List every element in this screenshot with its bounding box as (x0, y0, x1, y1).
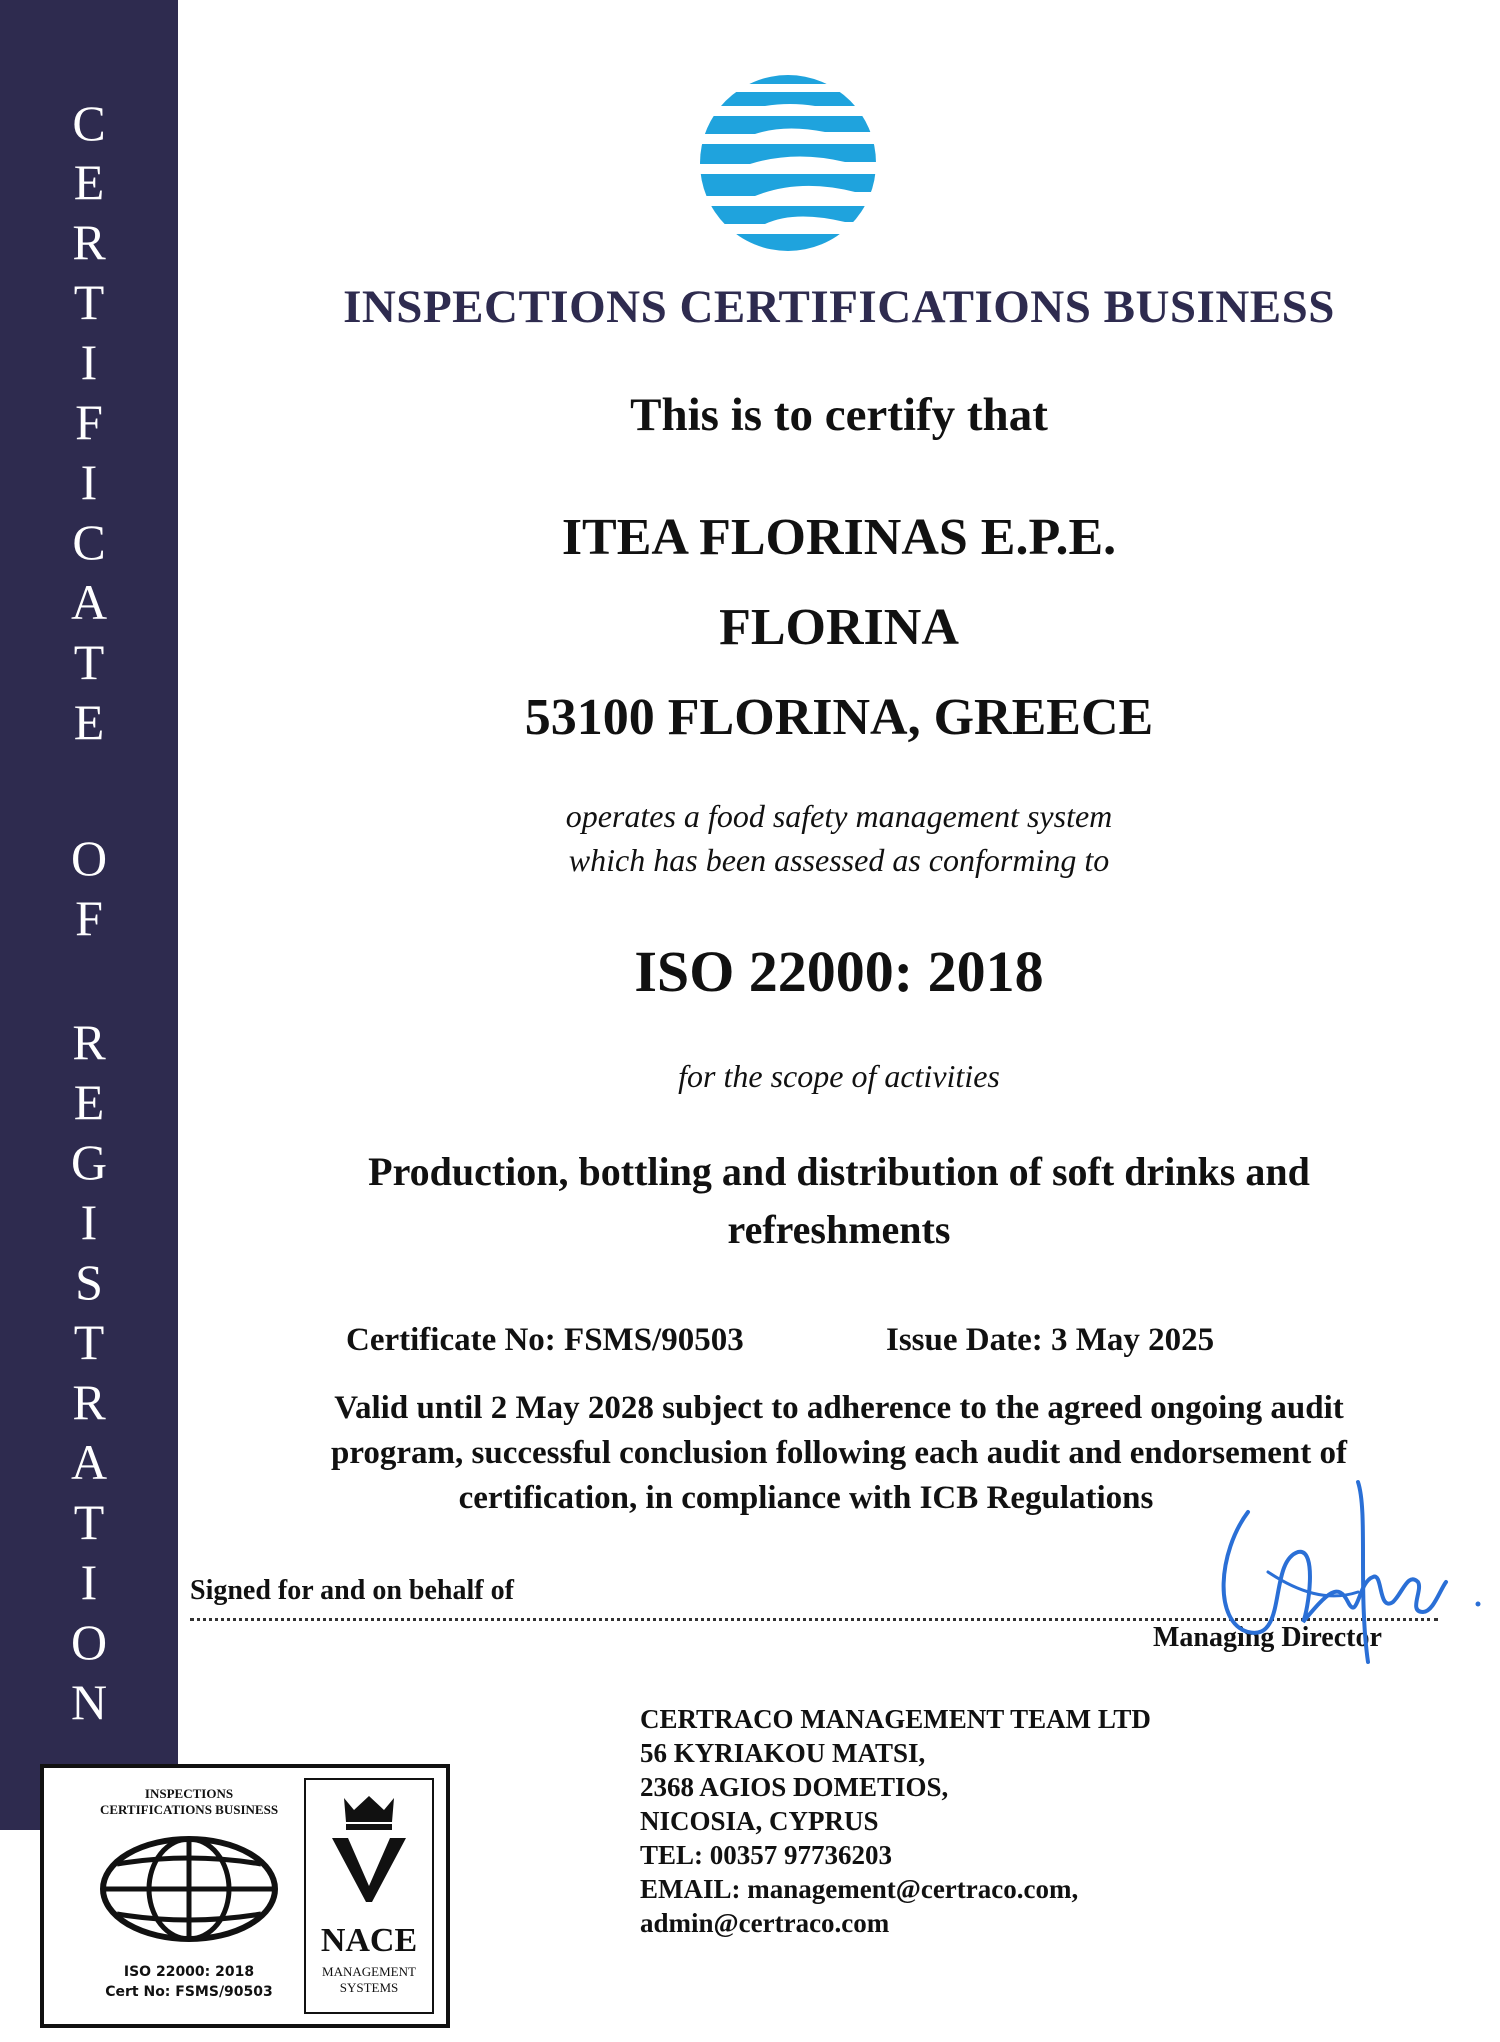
sidebar-letter: O (70, 830, 108, 886)
sidebar-letter: F (75, 890, 103, 946)
sidebar-letter: I (80, 1554, 98, 1610)
badge-cert-number: Cert No: FSMS/90503 (105, 1984, 273, 2000)
sidebar-letter: C (72, 95, 106, 151)
sidebar-letter: E (73, 694, 105, 750)
issuer-line: CERTRACO MANAGEMENT TEAM LTD (640, 1704, 1151, 1734)
validity-line-2: program, successful conclusion following each audit and endorsement of (330, 1435, 1347, 1471)
company-city: FLORINA (719, 599, 959, 656)
icb-mark (54, 1778, 324, 2014)
validity-line-1: Valid until 2 May 2028 subject to adherence to the agreed ongoing audit (334, 1390, 1344, 1426)
managing-director-label: Managing Director (1153, 1622, 1382, 1653)
world-globe-icon (99, 1834, 279, 1944)
issuer-phone: TEL: 00357 97736203 (640, 1840, 893, 1870)
sidebar-band (0, 0, 178, 1830)
sidebar-letter: G (70, 1134, 108, 1190)
sidebar-letter: T (73, 634, 105, 690)
statement-line-1: operates a food safety management system (565, 798, 1113, 834)
sidebar-letter: E (73, 154, 105, 210)
signed-for-label: Signed for and on behalf of (190, 1575, 514, 1606)
sidebar-letter: T (73, 1314, 105, 1370)
sidebar-letter: E (73, 1074, 105, 1130)
issuer-email: EMAIL: management@certraco.com, (640, 1874, 1079, 1904)
nace-sub-1: MANAGEMENT (322, 1964, 416, 1979)
company-name: ITEA FLORINAS E.P.E. (561, 509, 1117, 566)
nace-mark (304, 1778, 434, 2014)
badge-standard: ISO 22000: 2018 (123, 1964, 255, 1980)
certification-badge (40, 1764, 450, 2028)
sidebar-letter: R (72, 1014, 106, 1070)
sidebar-letter: I (80, 454, 98, 510)
handwritten-signature (1208, 1472, 1488, 1672)
sidebar-letter: F (75, 394, 103, 450)
sidebar-letter: I (80, 334, 98, 390)
sidebar-letter: C (72, 514, 106, 570)
issuer-email-2: admin@certraco.com (640, 1908, 890, 1938)
scope-intro: for the scope of activities (678, 1058, 1000, 1094)
sidebar-letter: A (70, 1434, 108, 1490)
sidebar-letter: S (75, 1254, 103, 1310)
sidebar-letter: A (70, 574, 108, 630)
brand-title: INSPECTIONS CERTIFICATIONS BUSINESS (343, 281, 1335, 333)
globe-logo-icon (695, 72, 881, 254)
issuer-line: 56 KYRIAKOU MATSI, (640, 1738, 926, 1768)
badge-brand-line-2: CERTIFICATIONS BUSINESS (99, 1802, 279, 1817)
validity-line-3: certification, in compliance with ICB Regulations (458, 1480, 1154, 1516)
sidebar-letter: T (73, 274, 105, 330)
standard-title: ISO 22000: 2018 (634, 939, 1044, 1004)
sidebar-letter: R (72, 214, 106, 270)
issuer-line: NICOSIA, CYPRUS (640, 1806, 879, 1836)
certificate-number: Certificate No: FSMS/90503 (346, 1322, 744, 1358)
crown-v-icon (326, 1794, 412, 1904)
badge-brand-line-1: INSPECTIONS (144, 1786, 234, 1801)
statement-line-2: which has been assessed as conforming to (568, 842, 1110, 878)
certify-intro: This is to certify that (630, 389, 1048, 441)
company-address: 53100 FLORINA, GREECE (524, 689, 1154, 746)
scope-line-1: Production, bottling and distribution of soft drinks and (368, 1149, 1310, 1194)
nace-label: NACE (320, 1922, 418, 1959)
sidebar-letter: R (72, 1374, 106, 1430)
sidebar-letter: N (70, 1674, 108, 1730)
sidebar-letter: O (70, 1614, 108, 1670)
scope-line-2: refreshments (727, 1207, 951, 1252)
sidebar-letter: I (80, 1194, 98, 1250)
issuer-line: 2368 AGIOS DOMETIOS, (640, 1772, 949, 1802)
nace-sub-2: SYSTEMS (339, 1980, 399, 1995)
issue-date: Issue Date: 3 May 2025 (886, 1322, 1215, 1358)
sidebar-letter: T (73, 1494, 105, 1550)
